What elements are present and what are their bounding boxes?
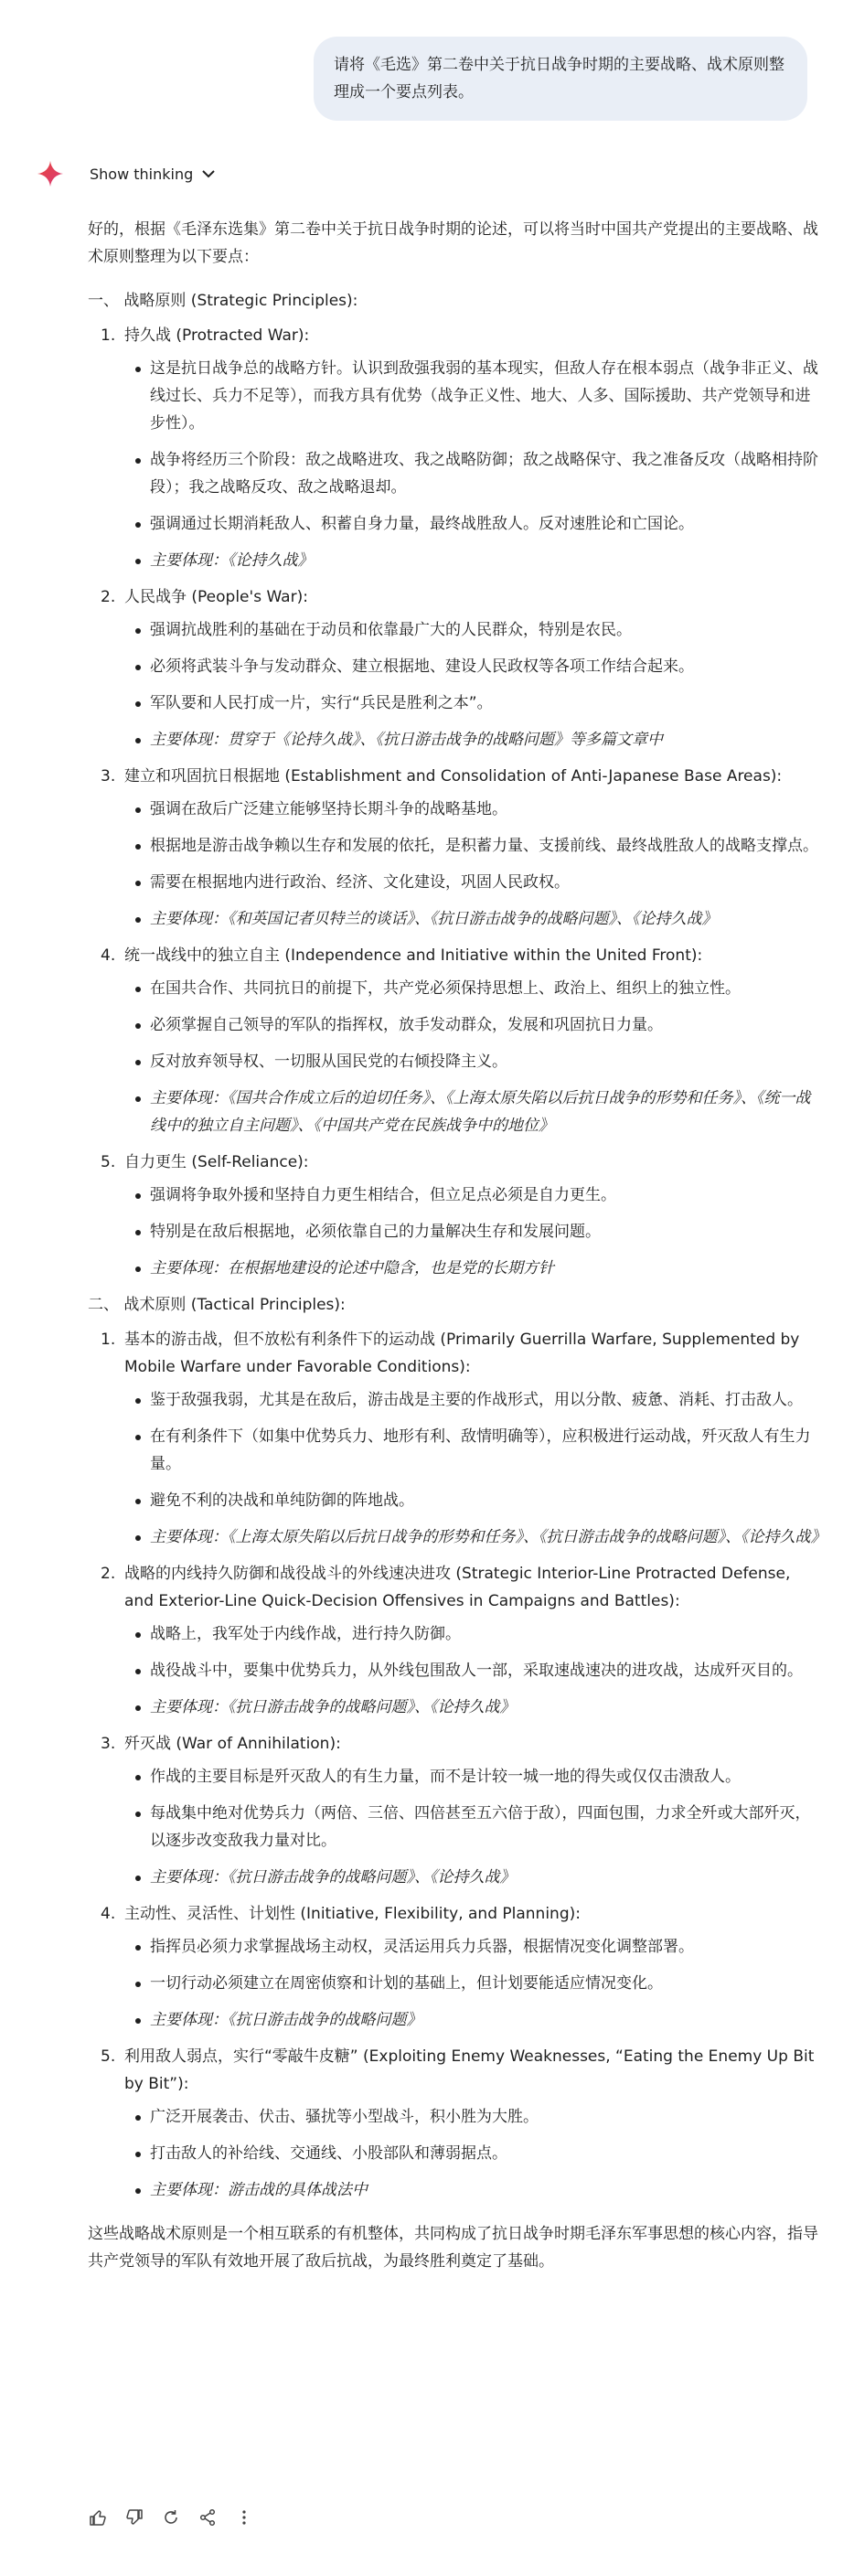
bullet-point: 避免不利的决战和单纯防御的阵地战。 <box>88 1487 819 1514</box>
source-note: 主要体现：在根据地建设的论述中隐含，也是党的长期方针 <box>88 1255 819 1282</box>
principle-item <box>88 1900 819 1928</box>
thumbs-down-icon[interactable] <box>124 2507 144 2528</box>
principle-item <box>88 763 819 790</box>
chevron-down-icon <box>202 169 215 178</box>
principle-item <box>88 322 819 349</box>
response-actions <box>88 2507 254 2528</box>
bullet-point: 强调在敌后广泛建立能够坚持长期斗争的战略基地。 <box>88 796 819 823</box>
item-title: 利用敌人弱点，实行“零敲牛皮糖” (Exploiting Enemy Weaknesses, “Eating the Enemy Up Bit by Bit”): <box>124 2047 815 2093</box>
section-heading: 一、 战略原则 (Strategic Principles): <box>88 292 358 310</box>
section-heading: 二、 战术原则 (Tactical Principles): <box>88 1296 346 1314</box>
bullet-point: 必须掌握自己领导的军队的指挥权，放手发动群众，发展和巩固抗日力量。 <box>88 1011 819 1039</box>
bullet-point: 一切行动必须建立在周密侦察和计划的基础上，但计划要能适应情况变化。 <box>88 1970 819 1997</box>
bullet-point: 在国共合作、共同抗日的前提下，共产党必须保持思想上、政治上、组织上的独立性。 <box>88 975 819 1002</box>
bullet-list <box>88 1620 819 1721</box>
bullet-point: 作战的主要目标是歼灭敌人的有生力量，而不是计较一城一地的得失或仅仅击溃敌人。 <box>88 1763 819 1790</box>
bullet-list <box>88 796 819 933</box>
thumbs-up-icon[interactable] <box>88 2507 108 2528</box>
bullet-point: 在有利条件下（如集中优势兵力、地形有利、敌情明确等），应积极进行运动战，歼灭敌人有生力量。 <box>88 1423 819 1478</box>
bullet-list <box>88 616 819 754</box>
bullet-list <box>88 1763 819 1891</box>
item-number: 3. <box>101 767 116 786</box>
bullet-list <box>88 2103 819 2204</box>
bullet-point: 战役战斗中，要集中优势兵力，从外线包围敌人一部，采取速战速决的进攻战，达成歼灭目的。 <box>88 1657 819 1684</box>
bullet-point: 必须将武装斗争与发动群众、建立根据地、建设人民政权等各项工作结合起来。 <box>88 653 819 680</box>
bullet-point: 每战集中绝对优势兵力（两倍、三倍、四倍甚至五六倍于敌），四面包围，力求全歼或大部歼灭，以逐步改变敌我力量对比。 <box>88 1800 819 1855</box>
response-conclusion: 这些战略战术原则是一个相互联系的有机整体，共同构成了抗日战争时期毛泽东军事思想的核心内容，指导共产党领导的军队有效地开展了敌后抗战，为最终胜利奠定了基础。 <box>88 2225 818 2271</box>
source-note: 主要体现：游击战的具体战法中 <box>88 2176 819 2204</box>
source-note: 主要体现：贯穿于《论持久战》、《抗日游击战争的战略问题》等多篇文章中 <box>88 726 819 754</box>
item-title: 战略的内线持久防御和战役战斗的外线速决进攻 (Strategic Interior-Line Protracted Defense, and Exterior-Line Quick-Decision Offensives in Campaigns and Battles): <box>124 1565 791 1610</box>
item-number: 1. <box>101 326 116 345</box>
bullet-point: 需要在根据地内进行政治、经济、文化建设，巩固人民政权。 <box>88 869 819 896</box>
source-note: 主要体现：《论持久战》 <box>88 547 819 574</box>
bullet-list <box>88 975 819 1139</box>
source-note: 主要体现：《国共合作成立后的迫切任务》、《上海太原失陷以后抗日战争的形势和任务》、《统一战线中的独立自主问题》、《中国共产党在民族战争中的地位》 <box>88 1085 819 1139</box>
more-vert-icon[interactable] <box>234 2507 254 2528</box>
bullet-list <box>88 1386 827 1551</box>
bullet-point: 鉴于敌强我弱，尤其是在敌后，游击战是主要的作战形式，用以分散、疲惫、消耗、打击敌人。 <box>88 1386 819 1414</box>
item-title: 持久战 (Protracted War): <box>124 326 310 345</box>
item-number: 5. <box>101 1153 116 1171</box>
source-note: 主要体现：《抗日游击战争的战略问题》 <box>88 2006 819 2034</box>
user-message-text: 请将《毛选》第二卷中关于抗日战争时期的主要战略、战术原则整理成一个要点列表。 <box>334 56 784 102</box>
principle-item <box>88 1560 819 1615</box>
source-note: 主要体现：《抗日游击战争的战略问题》、《论持久战》 <box>88 1694 819 1721</box>
bullet-point: 强调通过长期消耗敌人、积蓄自身力量，最终战胜敌人。反对速胜论和亡国论。 <box>88 510 819 538</box>
principle-item <box>88 1326 819 1381</box>
bullet-list <box>88 1181 819 1282</box>
bullet-point: 广泛开展袭击、伏击、骚扰等小型战斗，积小胜为大胜。 <box>88 2103 819 2131</box>
bullet-point: 打击敌人的补给线、交通线、小股部队和薄弱据点。 <box>88 2140 819 2167</box>
item-title: 人民战争 (People's War): <box>124 588 308 606</box>
user-message-bubble <box>314 37 807 121</box>
response-intro: 好的，根据《毛泽东选集》第二卷中关于抗日战争时期的论述，可以将当时中国共产党提出的主要战略、战术原则整理为以下要点： <box>88 220 818 266</box>
bullet-point: 特别是在敌后根据地，必须依靠自己的力量解决生存和发展问题。 <box>88 1218 819 1245</box>
principle-item <box>88 2043 819 2098</box>
show-thinking-label: Show thinking <box>90 165 194 183</box>
gemini-spark-icon <box>37 160 64 187</box>
principle-item <box>88 583 819 611</box>
item-title: 基本的游击战，但不放松有利条件下的运动战 (Primarily Guerrilla Warfare, Supplemented by Mobile Warfare under Favorable Conditions): <box>124 1331 800 1376</box>
item-title: 主动性、灵活性、计划性 (Initiative, Flexibility, and Planning): <box>124 1905 581 1923</box>
source-note: 主要体现：《和英国记者贝特兰的谈话》、《抗日游击战争的战略问题》、《论持久战》 <box>88 905 819 933</box>
model-response-header <box>37 157 215 190</box>
item-number: 2. <box>101 588 116 606</box>
item-title: 自力更生 (Self-Reliance): <box>124 1153 309 1171</box>
item-title: 建立和巩固抗日根据地 (Establishment and Consolidation of Anti-Japanese Base Areas): <box>124 767 783 786</box>
bullet-point: 军队要和人民打成一片，实行“兵民是胜利之本”。 <box>88 689 819 717</box>
item-number: 5. <box>101 2047 116 2066</box>
item-number: 4. <box>101 1905 116 1923</box>
source-note: 主要体现：《抗日游击战争的战略问题》、《论持久战》 <box>88 1864 819 1891</box>
bullet-point: 强调将争取外援和坚持自力更生相结合，但立足点必须是自力更生。 <box>88 1181 819 1209</box>
bullet-list <box>88 355 819 574</box>
source-note: 主要体现：《上海太原失陷以后抗日战争的形势和任务》、《抗日游击战争的战略问题》、《论持久战》 <box>88 1523 819 1551</box>
model-response <box>88 216 827 2292</box>
bullet-point: 反对放弃领导权、一切服从国民党的右倾投降主义。 <box>88 1048 819 1075</box>
share-icon[interactable] <box>197 2507 218 2528</box>
show-thinking-button[interactable] <box>90 166 215 183</box>
bullet-point: 根据地是游击战争赖以生存和发展的依托，是积蓄力量、支援前线、最终战胜敌人的战略支撑点。 <box>88 832 819 860</box>
item-number: 4. <box>101 946 116 965</box>
bullet-point: 强调抗战胜利的基础在于动员和依靠最广大的人民群众，特别是农民。 <box>88 616 819 644</box>
item-number: 2. <box>101 1565 116 1583</box>
item-number: 1. <box>101 1331 116 1349</box>
item-title: 统一战线中的独立自主 (Independence and Initiative within the United Front): <box>124 946 703 965</box>
bullet-list <box>88 1933 819 2034</box>
bullet-point: 指挥员必须力求掌握战场主动权，灵活运用兵力兵器，根据情况变化调整部署。 <box>88 1933 819 1961</box>
bullet-point: 这是抗日战争总的战略方针。认识到敌强我弱的基本现实，但敌人存在根本弱点（战争非正义、战线过长、兵力不足等），而我方具有优势（战争正义性、地大、人多、国际援助、共产党领导和进步性）。 <box>88 355 819 437</box>
principle-item <box>88 1149 819 1176</box>
item-number: 3. <box>101 1735 116 1753</box>
bullet-point: 战略上，我军处于内线作战，进行持久防御。 <box>88 1620 819 1648</box>
item-title: 歼灭战 (War of Annihilation): <box>124 1735 341 1753</box>
principle-item <box>88 1730 819 1758</box>
redo-icon[interactable] <box>161 2507 181 2528</box>
principle-item <box>88 942 819 969</box>
bullet-point: 战争将经历三个阶段：敌之战略进攻、我之战略防御；敌之战略保守、我之准备反攻（战略相持阶段）；我之战略反攻、敌之战略退却。 <box>88 446 819 501</box>
